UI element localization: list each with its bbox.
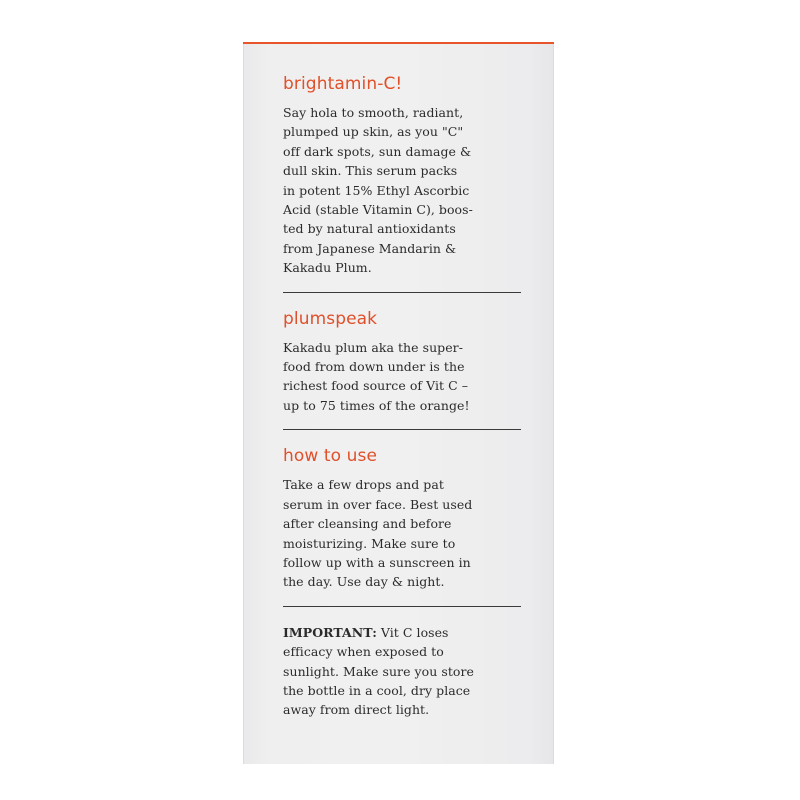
important-label: IMPORTANT: [283, 624, 377, 640]
section-body-how-to-use: Take a few drops and pat serum in over face. Best used after cleansing and before moisturizing. Make sure to follow up with a sunscreen in the day. Use day & night. [283, 477, 473, 590]
divider-3 [283, 606, 521, 607]
section-brightamin [283, 74, 528, 278]
important-text: Vit C loses efficacy when exposed to sunlight. Make sure you store the bottle in a cool, dry place away from direct light. [283, 624, 474, 718]
product-box-panel [243, 42, 554, 764]
important-note [283, 623, 528, 720]
divider-1 [283, 292, 521, 293]
section-heading-how-to-use: how to use [283, 446, 378, 467]
section-body-brightamin: Say hola to smooth, radiant, plumped up skin, as you "C" off dark spots, sun damage & dull skin. This serum packs in potent 15% Ethyl Ascorbic Acid (stable Vitamin C), boos- ted by natural antioxidants from Japanese Mandarin & Kakadu Plum. [283, 105, 473, 276]
section-body-plumspeak: Kakadu plum aka the super- food from down under is the richest food source of Vit C – up to 75 times of the orange! [283, 339, 470, 413]
section-plumspeak [283, 309, 528, 416]
divider-2 [283, 429, 521, 430]
section-how-to-use [283, 446, 528, 591]
section-heading-brightamin: brightamin-C! [283, 74, 403, 94]
section-important [283, 623, 528, 720]
label-content [283, 74, 528, 720]
orange-accent-bar [243, 42, 554, 44]
section-heading-plumspeak: plumspeak [283, 308, 378, 329]
